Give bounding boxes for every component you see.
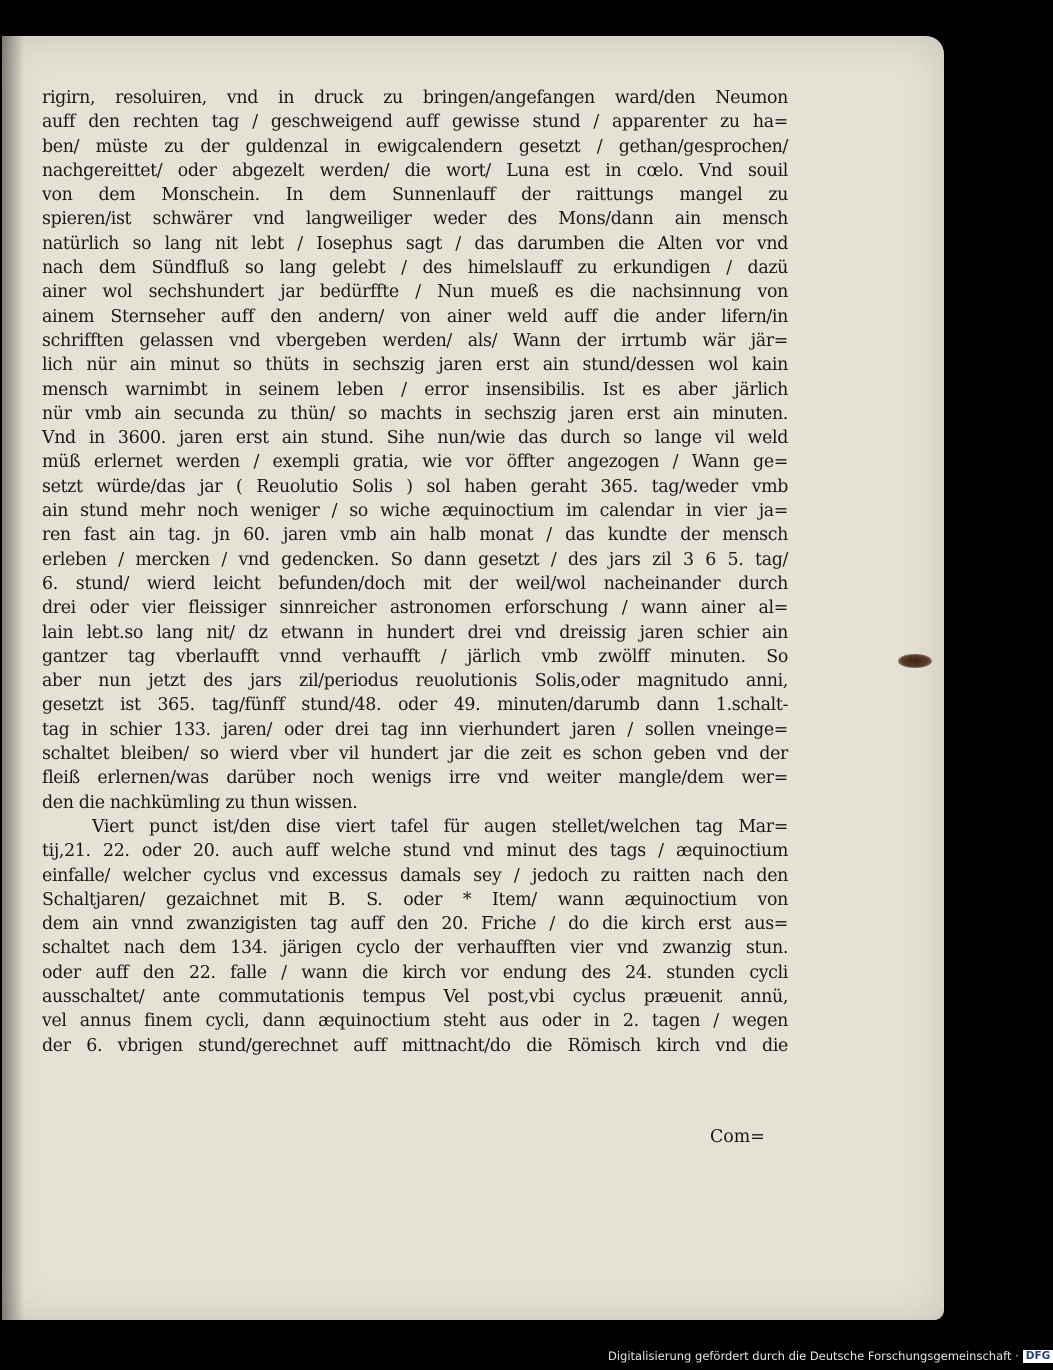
text-line: auff den rechten tag / geschweigend auff gewisse stund / apparenter zu ha= <box>42 112 788 133</box>
text-line: mensch warnimbt in seinem leben / error insensibilis. Ist es aber järlich <box>42 379 788 400</box>
text-line: müß erlernet werden / exempli gratia, wie vor öffter angezogen / Wann ge= <box>42 452 788 473</box>
text-line: drei oder vier fleissiger sinnreicher astronomen erforschung / wann ainer al= <box>42 598 788 619</box>
text-line: oder auff den 22. falle / wann die kirch vor endung des 24. stunden cycli <box>42 962 788 983</box>
text-line: nachgereittet/ oder abgezelt werden/ die wort/ Luna est in cœlo. Vnd souil <box>42 160 788 181</box>
dfg-logo-icon: DFG <box>1023 1350 1053 1363</box>
ink-stain <box>898 654 932 668</box>
catchword: Com= <box>710 1127 765 1147</box>
text-line: rigirn, resoluiren, vnd in druck zu bringen/angefangen ward/den Neumon <box>42 88 788 108</box>
text-line: nach dem Sündfluß so lang gelebt / des himelslauff zu erkundigen / dazü <box>42 258 788 279</box>
text-line: ainer wol sechshundert jar bedürffte / Nun mueß es die nachsinnung von <box>42 282 788 303</box>
text-line: Schaltjaren/ gezaichnet mit B. S. oder * Item/ wann æquinoctium von <box>42 889 788 910</box>
text-line: Viert punct ist/den dise viert tafel für augen stellet/welchen tag Mar= <box>92 816 788 837</box>
text-line: ben/ müste zu der guldenzal in ewigcalendern gesetzt / gethan/gesprochen/ <box>42 136 788 157</box>
text-line: tij,21. 22. oder 20. auch auff welche stund vnd minut des tags / æquinoctium <box>42 841 788 862</box>
text-line: gantzer tag vberlaufft vnnd verhaufft / järlich vmb zwölff minuten. So <box>42 646 788 667</box>
body-text <box>42 86 788 1058</box>
text-line: von dem Monschein. In dem Sunnenlauff der raittungs mangel zu <box>42 185 788 206</box>
text-line: lain lebt.so lang nit/ dz etwann in hundert drei vnd dreissig jaren schier ain <box>42 622 788 643</box>
text-line: aber nun jetzt des jars zil/periodus reuolutionis Solis,oder magnitudo anni, <box>42 671 788 692</box>
text-line: lich nür ain minut so thüts in sechszig jaren erst ain stund/dessen wol kain <box>42 355 788 376</box>
text-line: 6. stund/ wierd leicht befunden/doch mit der weil/wol nacheinander durch <box>42 573 788 594</box>
text-line: dem ain vnnd zwanzigisten tag auff den 20. Friche / do die kirch erst aus= <box>42 914 788 935</box>
text-line: schrifften gelassen vnd vbergeben werden/ als/ Wann der irrtumb wär jär= <box>42 330 788 351</box>
digitization-credit <box>608 1349 1053 1363</box>
text-line: natürlich so lang nit lebt / Iosephus sagt / das darumben die Alten vor vnd <box>42 233 788 254</box>
text-line: erleben / mercken / vnd gedencken. So dann gesetzt / des jars zil 3 6 5. tag/ <box>42 549 788 570</box>
text-line: ausschaltet/ ante commutationis tempus Vel post,vbi cyclus præuenit annü, <box>42 986 788 1007</box>
text-line: einfalle/ welcher cyclus vnd excessus damals sey / jedoch zu raitten nach den <box>42 865 788 886</box>
text-line: spieren/ist schwärer vnd langweiliger weder des Mons/dann ain mensch <box>42 209 788 230</box>
text-line: der 6. vbrigen stund/gerechnet auff mittnacht/do die Römisch kirch vnd die <box>42 1035 788 1056</box>
text-line: setzt würde/das jar ( Reuolutio Solis ) sol haben geraht 365. tag/weder vmb <box>42 476 788 497</box>
text-line: ain stund mehr noch weniger / so wiche æquinoctium im calendar in vier ja= <box>42 501 788 522</box>
text-line: den die nachkümling zu thun wissen. <box>42 792 358 813</box>
text-line: schaltet bleiben/ so wierd vber vil hundert jar die zeit es schon geben vnd der <box>42 744 788 765</box>
text-line: ren fast ain tag. jn 60. jaren vmb ain halb monat / das kundte der mensch <box>42 525 788 546</box>
gutter-shadow <box>2 36 24 1320</box>
text-line: schaltet nach dem 134. järigen cyclo der verhaufften vier vnd zwanzig stun. <box>42 938 788 959</box>
text-line: gesetzt ist 365. tag/fünff stund/48. oder 49. minuten/darumb dann 1.schalt- <box>42 695 788 716</box>
text-line: tag in schier 133. jaren/ oder drei tag inn vierhundert jaren / sollen vneinge= <box>42 719 788 740</box>
text-line: fleiß erlernen/was darüber noch wenigs irre vnd weiter mangle/dem wer= <box>42 768 788 789</box>
text-line: Vnd in 3600. jaren erst ain stund. Sihe nun/wie das durch so lange vil weld <box>42 428 788 449</box>
credit-text: Digitalisierung gefördert durch die Deutsche Forschungsgemeinschaft · <box>608 1349 1019 1363</box>
text-line: vel annus finem cycli, dann æquinoctium steht aus oder in 2. tagen / wegen <box>42 1011 788 1032</box>
text-line: ainem Sternseher auff den andern/ von ainer weld auff die ander lifern/in <box>42 306 788 327</box>
text-line: nür vmb ain secunda zu thün/ so machts in sechszig jaren erst ain minuten. <box>42 403 788 424</box>
